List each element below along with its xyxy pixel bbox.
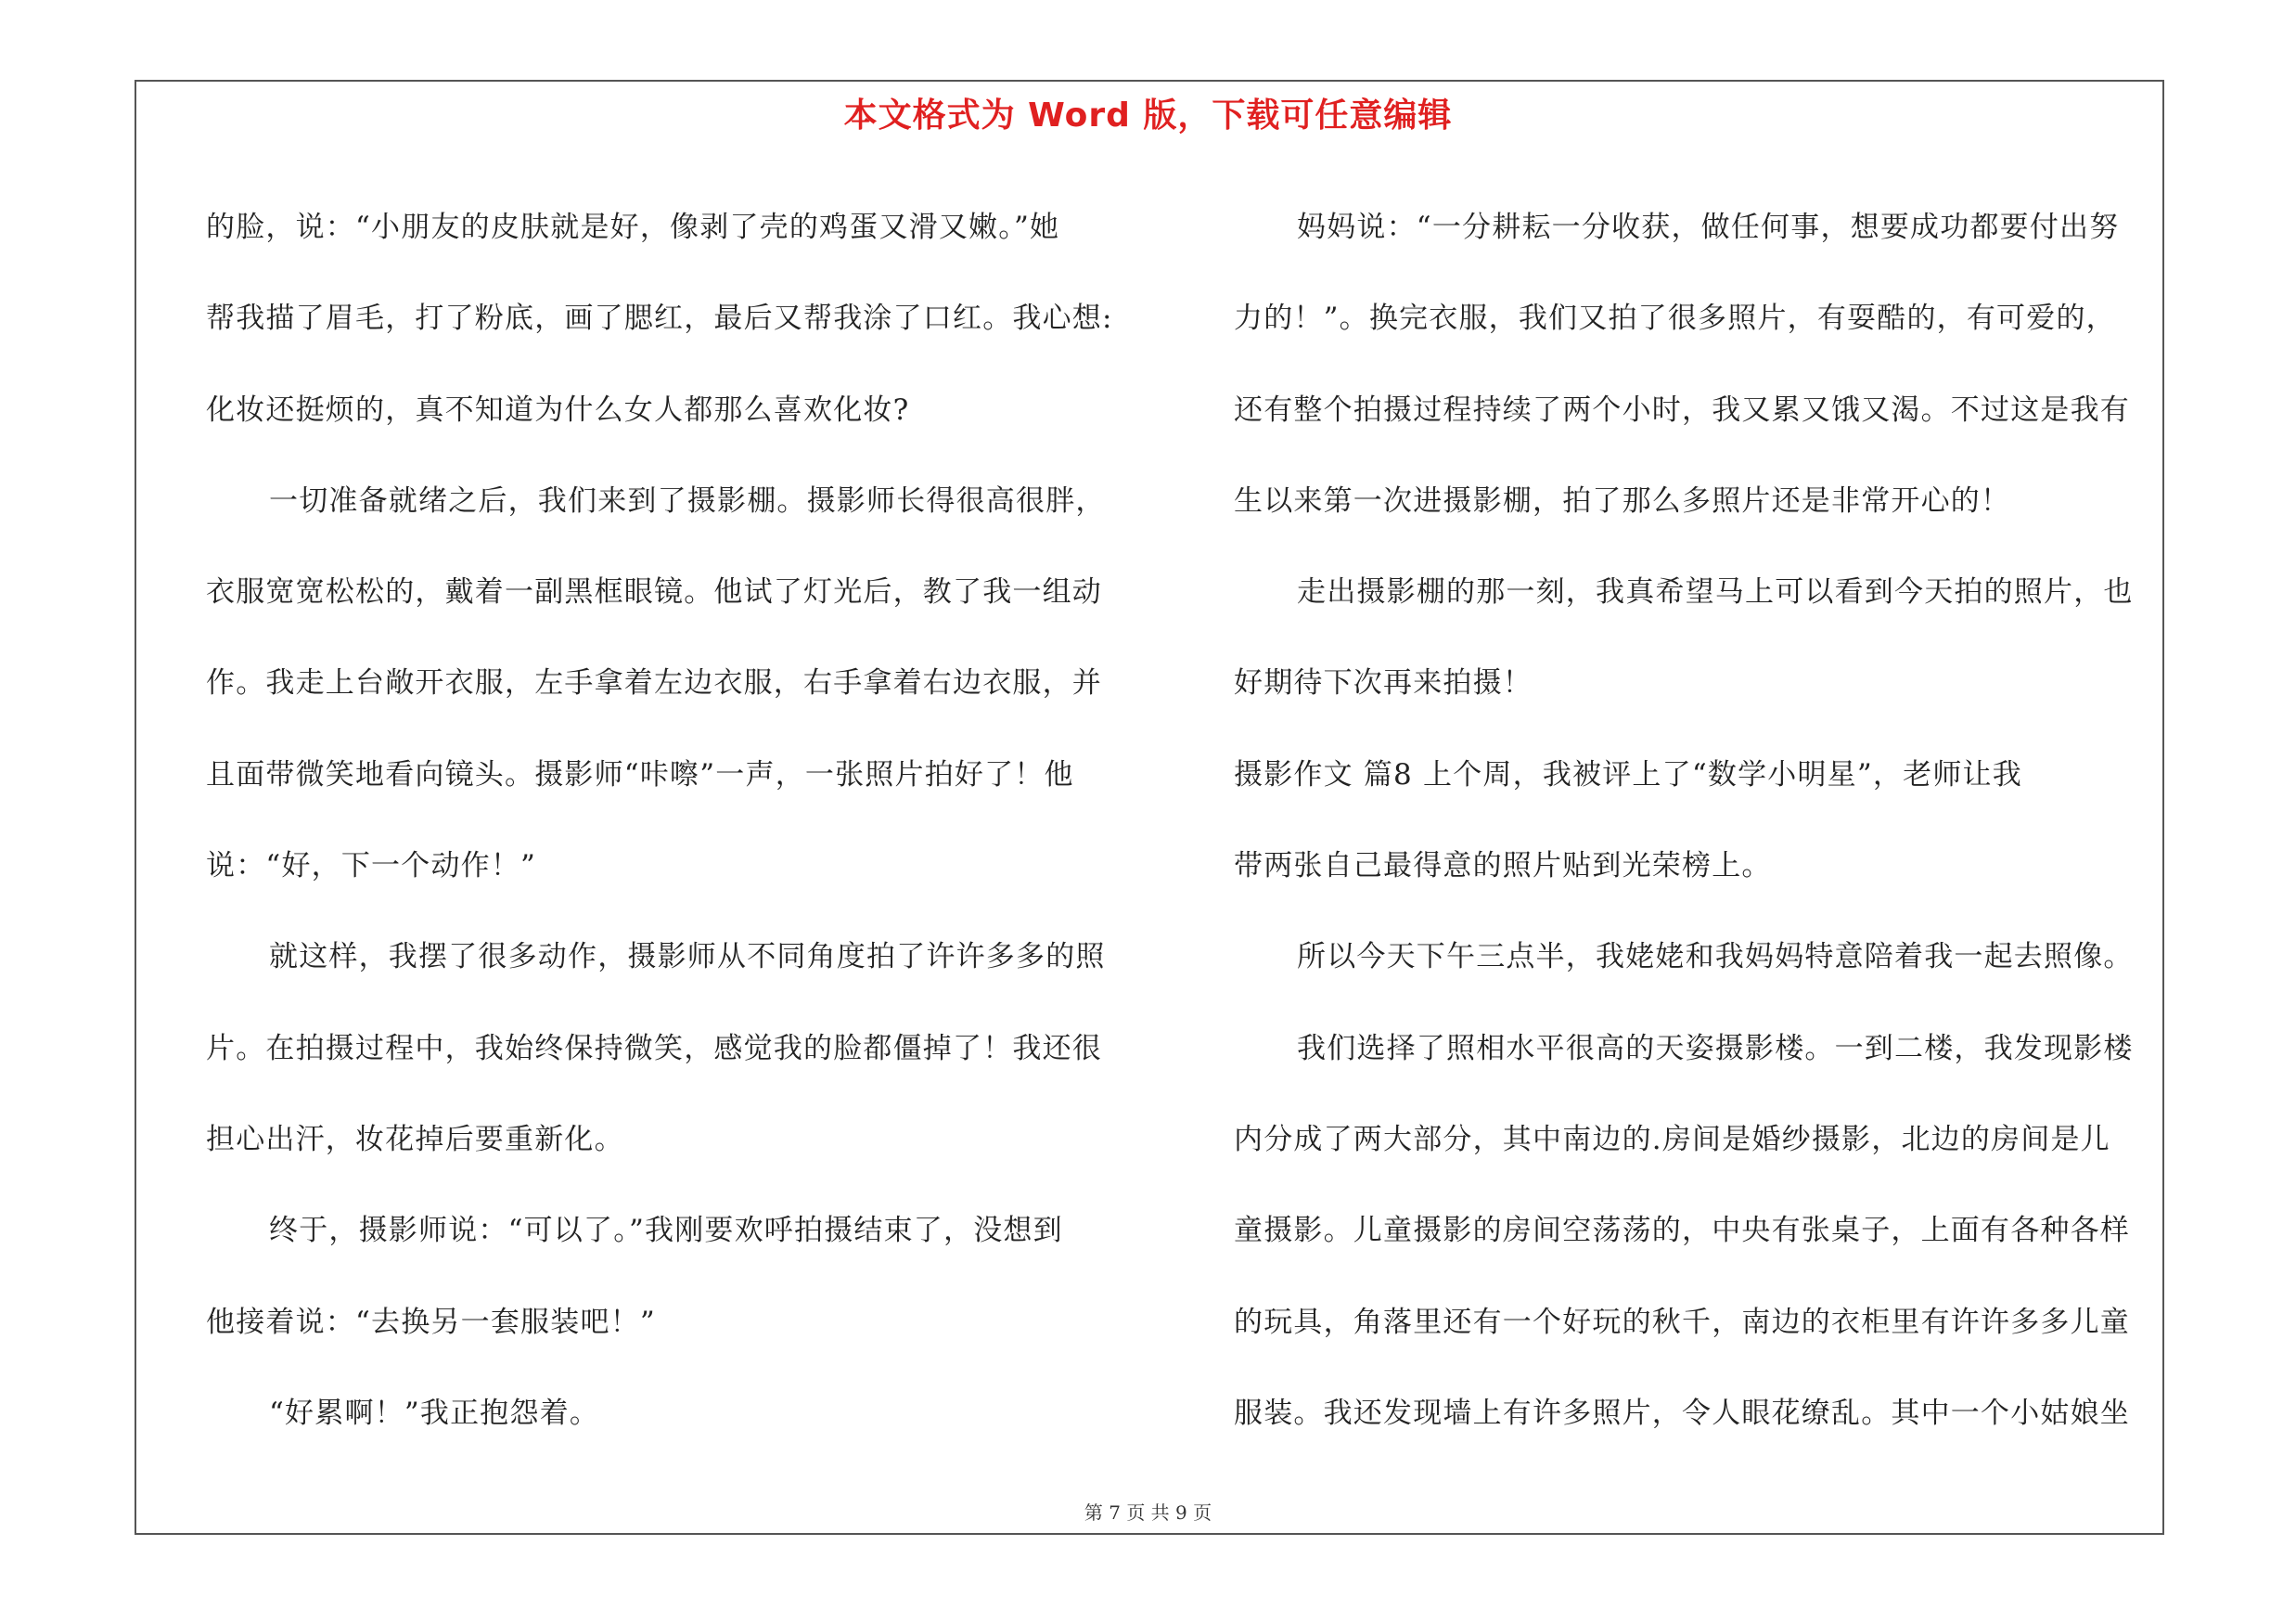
text-line: 担心出汗，妆花掉后要重新化。	[206, 1122, 624, 1156]
text-line: 童摄影。儿童摄影的房间空荡荡的，中央有张桌子，上面有各种各样	[1234, 1214, 2130, 1248]
text-line: 生以来第一次进摄影棚，拍了那么多照片还是非常开心的！	[1234, 483, 2011, 518]
text-line: 就这样，我摆了很多动作，摄影师从不同角度拍了许许多多的照	[269, 940, 1106, 974]
left-text-column	[206, 182, 1134, 1459]
text-line: 帮我描了眉毛，打了粉底，画了腮红，最后又帮我涂了口红。我心想:	[206, 302, 1113, 336]
text-line: 且面带微笑地看向镜头。摄影师“咔嚓”一声，一张照片拍好了！他	[206, 757, 1074, 792]
text-line: 内分成了两大部分，其中南边的.房间是婚纱摄影，北边的房间是儿	[1234, 1122, 2110, 1156]
text-line: 所以今天下午三点半，我姥姥和我妈妈特意陪着我一起去照像。	[1297, 940, 2134, 974]
text-line: 一切准备就绪之后，我们来到了摄影棚。摄影师长得很高很胖，	[269, 483, 1106, 518]
text-line: 还有整个拍摄过程持续了两个小时，我又累又饿又渴。不过这是我有	[1234, 393, 2130, 427]
text-line: 我们选择了照相水平很高的天姿摄影楼。一到二楼，我发现影楼	[1297, 1031, 2134, 1065]
text-line: 走出摄影棚的那一刻，我真希望马上可以看到今天拍的照片，也	[1297, 575, 2134, 610]
format-notice-banner: 本文格式为 Word 版，下载可任意编辑	[843, 97, 1453, 135]
text-line: 说：“好，下一个动作！”	[206, 849, 537, 883]
text-line: 摄影作文 篇8 上个周，我被评上了“数学小明星”，老师让我	[1234, 757, 2022, 792]
text-line: 化妆还挺烦的，真不知道为什么女人都那么喜欢化妆?	[206, 393, 910, 427]
text-line: “好累啊！”我正抱怨着。	[269, 1396, 600, 1430]
text-line: 的玩具，角落里还有一个好玩的秋千，南边的衣柜里有许许多多儿童	[1234, 1305, 2130, 1339]
text-line: 作。我走上台敞开衣服，左手拿着左边衣服，右手拿着右边衣服，并	[206, 666, 1102, 701]
text-line: 带两张自己最得意的照片贴到光荣榜上。	[1234, 849, 1772, 883]
text-line: 服装。我还发现墙上有许多照片，令人眼花缭乱。其中一个小姑娘坐	[1234, 1396, 2130, 1430]
right-text-column	[1234, 182, 2180, 1459]
text-line: 妈妈说：“一分耕耘一分收获，做任何事，想要成功都要付出努	[1297, 211, 2120, 244]
text-line: 好期待下次再来拍摄！	[1234, 666, 1533, 701]
page-number-footer: 第 7 页 共 9 页	[1084, 1501, 1212, 1524]
text-line: 终于，摄影师说：“可以了。”我刚要欢呼拍摄结束了，没想到	[269, 1214, 1063, 1248]
text-line: 的脸，说：“小朋友的皮肤就是好，像剥了壳的鸡蛋又滑又嫩。”她	[206, 211, 1060, 244]
text-line: 力的！”。换完衣服，我们又拍了很多照片，有耍酷的，有可爱的，	[1234, 302, 2116, 336]
text-line: 衣服宽宽松松的，戴着一副黑框眼镜。他试了灯光后，教了我一组动	[206, 575, 1102, 610]
text-line: 他接着说：“去换另一套服装吧！”	[206, 1305, 656, 1339]
text-line: 片。在拍摄过程中，我始终保持微笑，感觉我的脸都僵掉了！我还很	[206, 1031, 1102, 1065]
